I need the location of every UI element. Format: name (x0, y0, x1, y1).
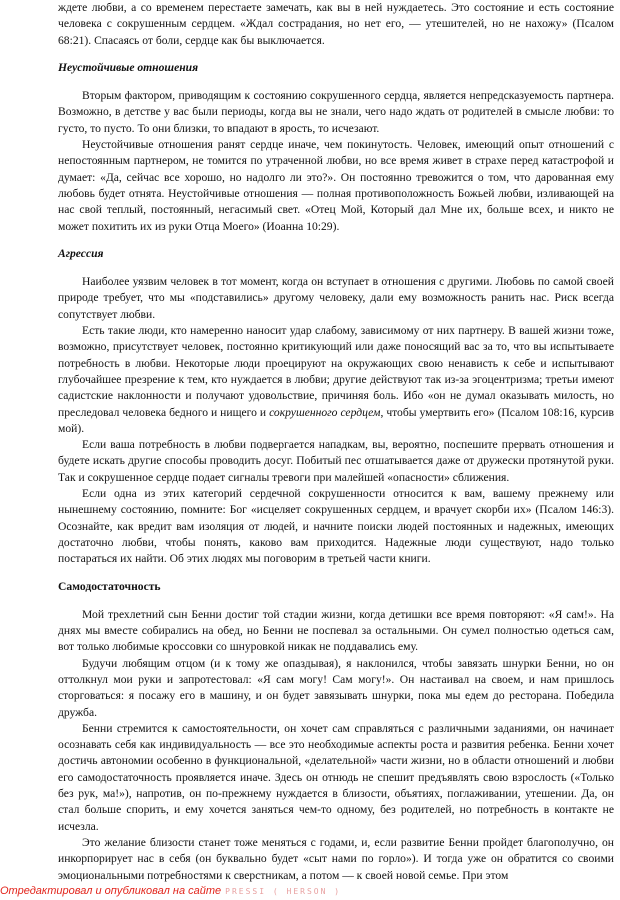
footer (0, 883, 620, 899)
text-run: , чтобы умертвить его» (Псалом 108:16, курсив мой). (58, 405, 614, 435)
footer-credit: Отредактировал и опубликовал на сайте (0, 885, 222, 897)
paragraph: ждете любви, а со временем перестаете замечать, как вы в ней нуждаетесь. Это состояние и есть состояние человека с сокрушенным сердцем. «Ждал сострадания, но нет его, — утешителей, но не нахожу» (Псалом 68:21). Спасаясь от боли, сердце как бы выключается. (58, 1, 614, 47)
section-heading-aggression: Агрессия (58, 246, 104, 260)
paragraph: Наиболее уязвим человек в тот момент, когда он вступает в отношения с другими. Любовь по самой своей природе требует, что мы «подставились» другому человеку, дали ему возможность ранить нас. Риск всегда сопутствует любви. (58, 275, 614, 321)
italic-text: сокрушенного сердцем (269, 405, 381, 419)
book-page (58, 0, 614, 884)
site-logo: PRESSI ( HERSON ) (225, 887, 342, 896)
text-run: Есть такие люди, кто намеренно наносит удар слабому, зависимому от них партнеру. В вашей жизни тоже, возможно, присутствует человек, постоянно критикующий или даже поносящий вас за то, что вы испытываете потребность в любви. Некоторые люди проецируют на окружающих свою ненависть к себе и испытывают глубочайшее презрение к тем, кто нуждается в любви; другие действуют так из-за эгоцентризма; третьи имеют садистские наклонности и получают удовольствие, причиняя боль. Ибо «он не думал оказывать милость, но преследовал человека бедного и нищего и (58, 324, 614, 419)
paragraph: Неустойчивые отношения ранят сердце иначе, чем покинутость. Человек, имеющий опыт отношений с непостоянным партнером, не томится по утраченной любви, но все время живет в страхе перед катастрофой и думает: «Да, сейчас все хорошо, но надолго ли это?». Он постоянно тревожится о том, что дарованная ему любовь будет отнята. Неустойчивые отношения — полная противоположность Божьей любви, изливающей на нас свой теплый, постоянный, негасимый свет. «Отец Мой, Который дал Мне их, больше всех, и никто не может похитить их из руки Отца Моего» (Иоанна 10:29). (58, 138, 614, 233)
paragraph: Если ваша потребность в любви подвергается нападкам, вы, вероятно, поспешите прервать отношения и будете искать другие способы проводить досуг. Побитый пес отшатывается даже от дружески протянутой руки. Так и сокрушенное сердце подает сигналы тревоги при малейшей «опасности» сближения. (58, 438, 614, 484)
paragraph: Это желание близости станет тоже меняться с годами, и, если развитие Бенни пройдет благополучно, он инкорпорирует нас в себя (он буквально будет «сыт нами по горло»). И тогда уже он обратится со своими эмоциональными потребностями к сверстникам, а потом — к своей новой семье. При этом (58, 835, 614, 882)
paragraph: Вторым фактором, приводящим к состоянию сокрушенного сердца, является непредсказуемость партнера. Возможно, в детстве у вас были периоды, когда вы не знали, чего надо ждать от родителей в смысле любви: то густо, то пусто. То они близки, то впадают в ярость, то исчезают. (58, 89, 614, 135)
paragraph: Будучи любящим отцом (и к тому же опаздывая), я наклонился, чтобы завязать шнурки Бенни, но он оттолкнул мои руки и запротестовал: «Я сам могу! Сам могу!». Он настаивал на своем, и нам пришлось сторговаться: я посажу его в машину, и он будет завязывать шнурки, пока мы едем до ресторана. Победила дружба. (58, 656, 614, 719)
paragraph: Если одна из этих категорий сердечной сокрушенности относится к вам, вашему прежнему или нынешнему состоянию, помните: Бог «исцеляет сокрушенных сердцем, и врачует скорби их» (Псалом 146:3). Осознайте, как вредит вам изоляция от людей, и начните поиски людей постоянных и надежных, имеющих достаточно любви, чтобы понять, каково вам приходится. Надежные люди существуют, надо только постараться их найти. Об этих людях мы поговорим в третьей части книги. (58, 487, 614, 566)
section-heading-unstable-relations: Неустойчивые отношения (58, 60, 199, 74)
paragraph: Бенни стремится к самостоятельности, он хочет сам справляться с различными заданиями, он начинает осознавать себя как индивидуальность — все это необходимые аспекты роста и развития ребенка. Бенни хочет достичь автономии особенно в функциональной, «делательной» части жизни, но в области отношений и любви его самодостаточность проявляется иначе. Здесь он отнюдь не спешит предъявлять свою взрослость («Только без рук, ма!»), напротив, он по-прежнему нуждается в близости, объятиях, поглаживании, утешении. Да, он стал больше спорить, и ему хочется заняться чем-то одному, без родителей, но потребность в контакте не исчезла. (58, 721, 614, 833)
paragraph (58, 323, 614, 437)
section-heading-self-sufficiency: Самодостаточность (58, 579, 161, 593)
paragraph: Мой трехлетний сын Бенни достиг той стадии жизни, когда детишки все время повторяют: «Я сам!». На днях мы вместе собирались на обед, но Бенни не поспевал за остальными. Он сумел полностью одеться сам, вот только любимые кроссовки со шнуровкой никак не поддавались ему. (58, 607, 614, 654)
